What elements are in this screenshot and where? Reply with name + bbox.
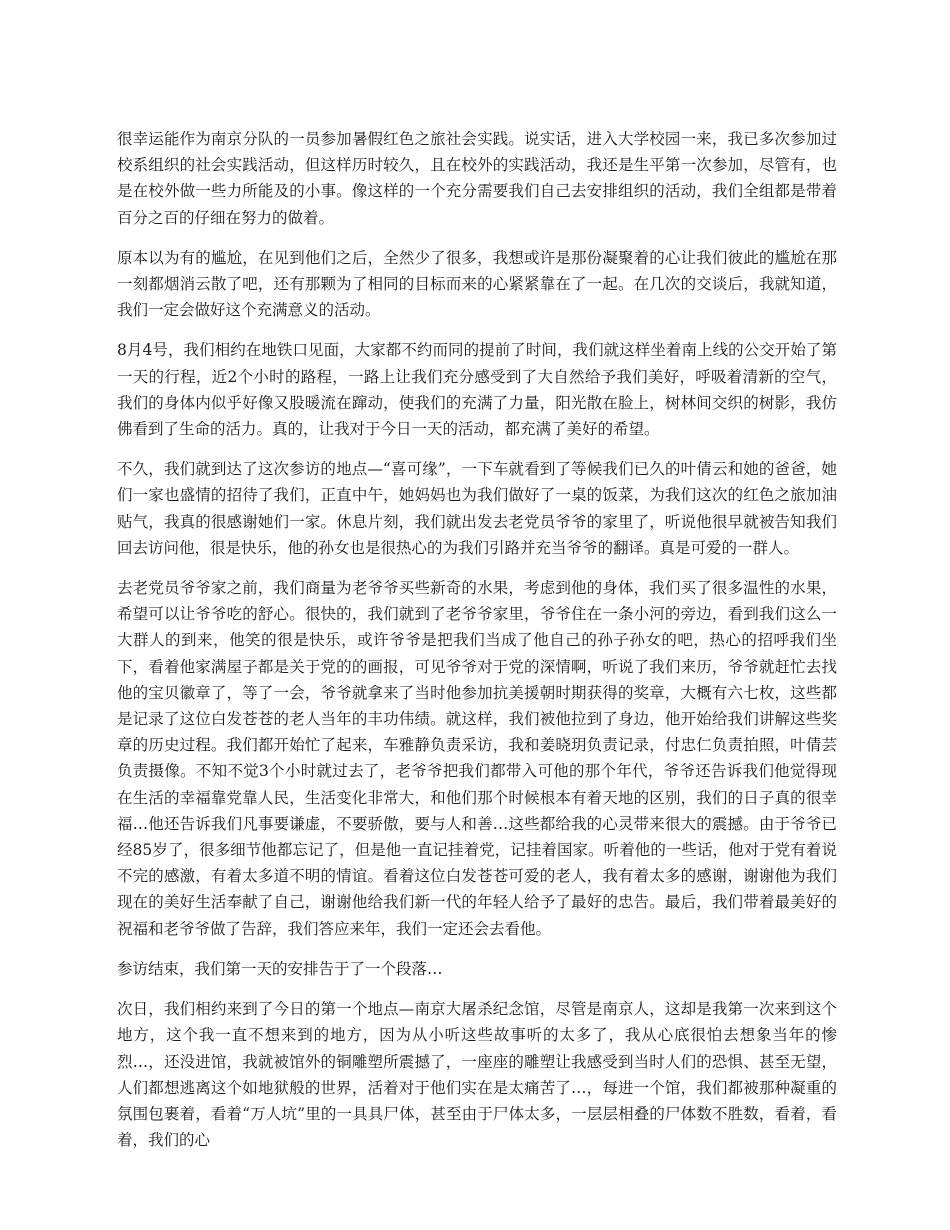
paragraph-4: 不久，我们就到达了这次参访的地点—“喜可缘”，一下车就看到了等候我们已久的叶倩云和她的爸爸，她们一家也盛情的招待了我们，正直中午，她妈妈也为我们做好了一桌的饭菜，为我们这次的红色之旅加油贴气，我真的很感谢她们一家。休息片刻，我们就出发去老党员爷爷的家里了，听说他很早就被告知我们回去访问他，很是快乐，他的孙女也是很热心的为我们引路并充当爷爷的翻译。真是可爱的一群人。: [117, 460, 837, 557]
paragraph-1: 很幸运能作为南京分队的一员参加暑假红色之旅社会实践。说实话，进入大学校园一来，我已多次参加过校系组织的社会实践活动，但这样历时较久，且在校外的实践活动，我还是生平第一次参加，尽管有，也是在校外做一些力所能及的小事。像这样的一个充分需要我们自己去安排组织的活动，我们全组都是带着百分之百的仔细在努力的做着。: [117, 130, 837, 227]
paragraph-3: 8月4号，我们相约在地铁口见面，大家都不约而同的提前了时间，我们就这样坐着南上线的公交开始了第一天的行程，近2个小时的路程，一路上让我们充分感受到了大自然给予我们美好，呼吸着清新的空气，我们的身体内似乎好像又股暖流在蹿动，使我们的充满了力量，阳光散在脸上，树林间交织的树影，我仿佛看到了生命的活力。真的，让我对于今日一天的活动，都充满了美好的希望。: [117, 341, 837, 439]
document-body: [117, 126, 837, 1167]
paragraph-2: 原本以为有的尴尬，在见到他们之后，全然少了很多，我想或许是那份凝聚着的心让我们彼此的尴尬在那一刻都烟消云散了吧，还有那颗为了相同的目标而来的心紧紧靠在了一起。在几次的交谈后，我就知道，我们一定会做好这个充满意义的活动。: [117, 248, 837, 320]
paragraph-5: 去老党员爷爷家之前，我们商量为老爷爷买些新奇的水果，考虑到他的身体，我们买了很多温性的水果，希望可以让爷爷吃的舒心。很快的，我们就到了老爷爷家里，爷爷住在一条小河的旁边，看到我们这么一大群人的到来，他笑的很是快乐，或许爷爷是把我们当成了他自己的孙子孙女的吧，热心的招呼我们坐下，看着他家满屋子都是关于党的的画报，可见爷爷对于党的深情啊，听说了我们来历，爷爷就赶忙去找他的宝贝徽章了，等了一会，爷爷就拿来了当时他参加抗美援朝时期获得的奖章，大概有六七枚，这些都是记录了这位白发苍苍的老人当年的丰功伟绩。就这样，我们被他拉到了身边，他开始给我们讲解这些奖章的历史过程。我们都开始忙了起来，车雅静负责采访，我和姜晓玥负责记录，付忠仁负责拍照，叶倩芸负责摄像。不知不觉3个小时就过去了，老爷爷把我们都带入可他的那个年代，爷爷还告诉我们他觉得现在生活的幸福靠党靠人民，生活变化非常大，和他们那个时候根本有着天地的区别，我们的日子真的很幸福…他还告诉我们凡事要谦虚，不要骄傲，要与人和善…这些都给我的心灵带来很大的震撼。由于爷爷已经85岁了，很多细节他都忘记了，但是他一直记挂着党，记挂着国家。听着他的一些话，他对于党有着说不完的感激，有着太多道不明的情谊。看着这位白发苍苍可爱的老人，我有着太多的感谢，谢谢他为我们现在的美好生活奉献了自己，谢谢他给我们新一代的年轻人给予了最好的忠告。最后，我们带着最美好的祝福和老爷爷做了告辞，我们答应来年，我们一定还会去看他。: [117, 579, 837, 938]
paragraph-6: 参访结束，我们第一天的安排告于了一个段落…: [117, 959, 443, 978]
paragraph-7: 次日，我们相约来到了今日的第一个地点—南京大屠杀纪念馆，尽管是南京人，这却是我第一次来到这个地方，这个我一直不想来到的地方，因为从小听这些故事听的太多了，我从心底很怕去想象当年的惨烈…，还没进馆，我就被馆外的铜雕塑所震撼了，一座座的雕塑让我感受到当时人们的恐惧、甚至无望，人们都想逃离这个如地狱般的世界，活着对于他们实在是太痛苦了…，每进一个馆，我们都被那种凝重的氛围包裹着，看着“万人坑”里的一具具尸体，甚至由于尸体太多，一层层相叠的尸体数不胜数，看着，看着，我们的心: [117, 1000, 837, 1150]
